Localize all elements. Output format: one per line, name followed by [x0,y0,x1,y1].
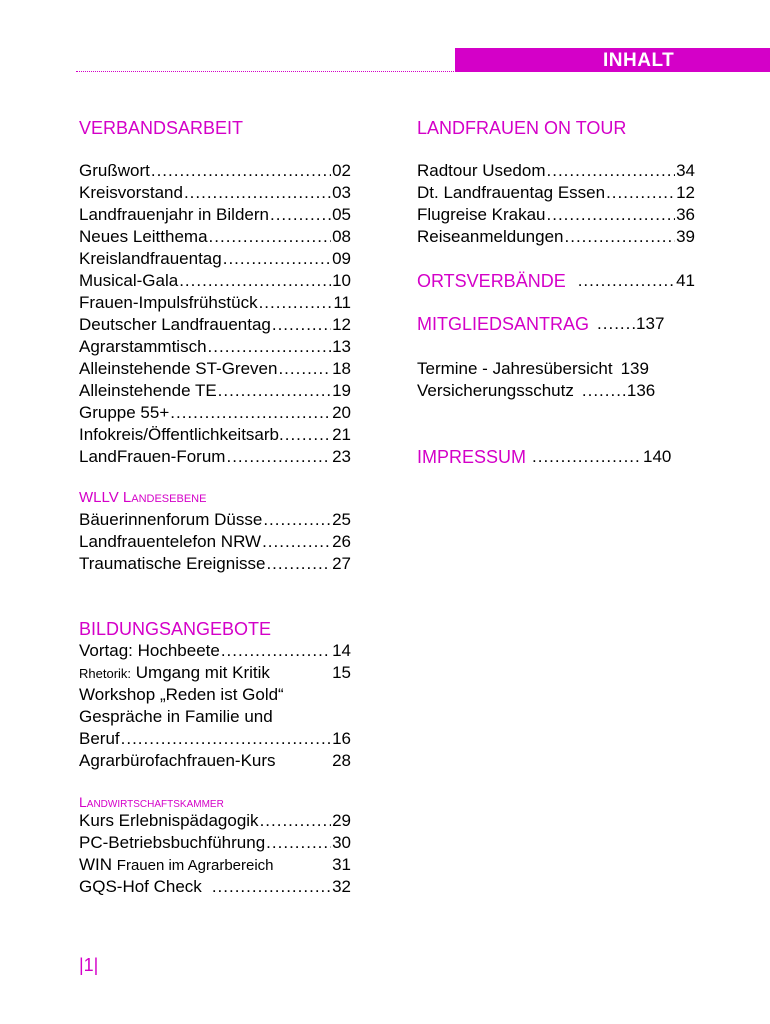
toc-entry[interactable]: Dt. Landfrauentag Essen ..... 12 [417,182,695,204]
section-title-landfrauen-on-tour: LANDFRAUEN ON TOUR [417,118,627,138]
toc-entry[interactable]: Kreislandfrauentag ..... 09 [79,248,351,270]
toc-entry[interactable]: WIN Frauen im Agrarbereich 31 [79,855,351,874]
toc-entry[interactable]: Agrarbürofachfrauen-Kurs 28 [79,751,351,770]
toc-entry[interactable]: Beruf ..... 16 [79,728,351,750]
toc-entry[interactable]: Radtour Usedom ..... 34 [417,160,695,182]
toc-entry[interactable]: Bäuerinnenforum Düsse ..... 25 [79,509,351,531]
toc-entry[interactable]: LandFrauen-Forum ..... 23 [79,446,351,468]
toc-entry-line: Workshop „Reden ist Gold“ [79,685,284,704]
toc-entry[interactable]: Grußwort ..... 02 [79,160,351,182]
toc-entry-ortsverbaende[interactable]: ORTSVERBÄNDE ..... 41 [417,270,695,292]
page-number: |1| [79,955,99,975]
section-title-landwirtschaftskammer: Landwirtschaftskammer [79,794,224,810]
section-title-wllv: WLLV Landesebene [79,489,207,506]
toc-entry[interactable]: GQS-Hof Check ..... 32 [79,876,351,898]
toc-entry[interactable]: Alleinstehende TE ..... 19 [79,380,351,402]
left-column [79,0,351,1024]
toc-entry[interactable]: Neues Leitthema ..... 08 [79,226,351,248]
right-column [417,0,695,1024]
toc-entry[interactable]: Kreisvorstand ..... 03 [79,182,351,204]
toc-entry[interactable]: Musical-Gala ..... 10 [79,270,351,292]
toc-entry[interactable]: Landfrauenjahr in Bildern ..... 05 [79,204,351,226]
toc-entry[interactable]: Kurs Erlebnispädagogik ..... 29 [79,810,351,832]
toc-entry-mitgliedsantrag[interactable]: MITGLIEDSANTRAG ..... 137 [417,313,695,335]
toc-entry-line: Gespräche in Familie und [79,707,273,726]
toc-entry-versicherungsschutz[interactable]: Versicherungsschutz ..... 136 [417,380,695,402]
toc-entry[interactable]: Alleinstehende ST-Greven ..... 18 [79,358,351,380]
toc-entry-termine[interactable]: Termine - Jahresübersicht 139 [417,359,649,378]
toc-entry[interactable]: Landfrauentelefon NRW ..... 26 [79,531,351,553]
page-title: INHALT [455,48,770,72]
section-title-bildungsangebote: BILDUNGSANGEBOTE [79,619,272,639]
toc-entry[interactable]: Infokreis/Öffentlichkeitsarb. ..... 21 [79,424,351,446]
toc-entry[interactable]: PC-Betriebsbuchführung ..... 30 [79,832,351,854]
toc-entry-impressum[interactable]: IMPRESSUM ..... 140 [417,446,695,468]
toc-entry[interactable]: Traumatische Ereignisse ..... 27 [79,553,351,575]
toc-entry[interactable]: Reiseanmeldungen ..... 39 [417,226,695,248]
toc-entry[interactable]: Flugreise Krakau ..... 36 [417,204,695,226]
toc-entry[interactable]: Rhetorik: Umgang mit Kritik 15 [79,663,351,682]
toc-entry[interactable]: Frauen-Impulsfrühstück ..... 11 [79,292,351,314]
toc-entry[interactable]: Deutscher Landfrauentag ..... 12 [79,314,351,336]
toc-entry[interactable]: Agrarstammtisch ..... 13 [79,336,351,358]
section-title-verbandsarbeit: VERBANDSARBEIT [79,118,244,138]
toc-entry[interactable]: Vortag: Hochbeete ..... 14 [79,640,351,662]
toc-entry[interactable]: Gruppe 55+ ..... 20 [79,402,351,424]
